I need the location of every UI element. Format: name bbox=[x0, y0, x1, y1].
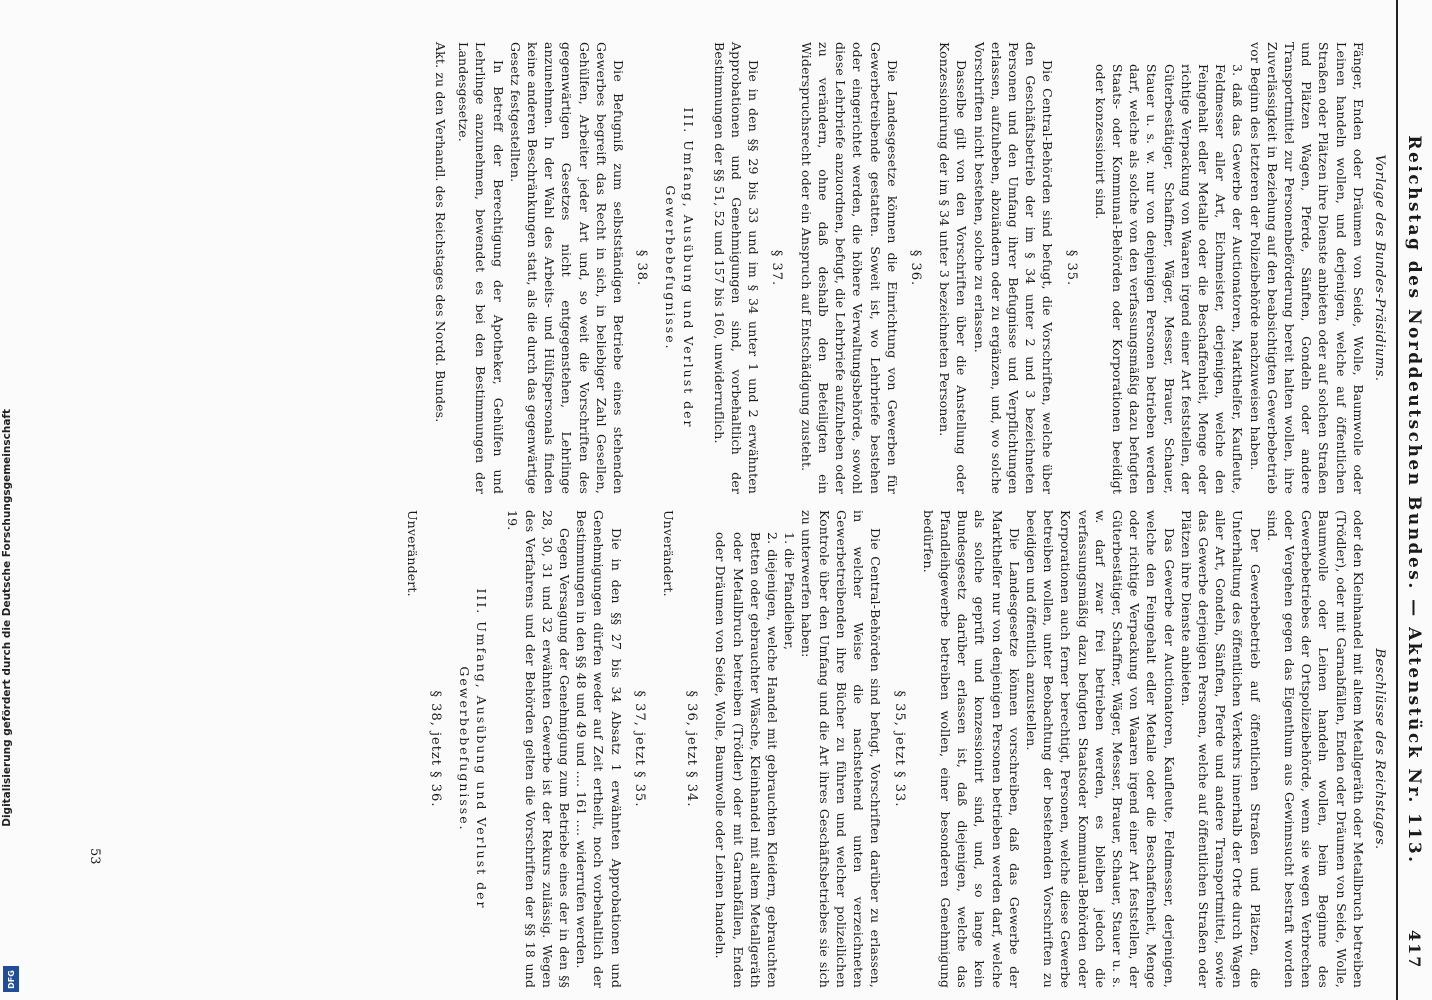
list-item: 1. die Pfandleiher, bbox=[782, 532, 798, 651]
header-title: Reichstag des Norddeutschen Bundes. — Aktenstück Nr. 113. bbox=[1404, 135, 1424, 865]
page-footer-number: 53 bbox=[87, 848, 102, 865]
section-heading: § 38, jetzt § 36. bbox=[427, 690, 443, 808]
column-vorlage bbox=[432, 42, 1388, 494]
section-heading: § 36. bbox=[907, 249, 923, 287]
logo-text: DFG bbox=[6, 969, 16, 989]
list-item: 2. diejenigen, welche Handel mit gebrauchten Kleidern, gebrauchten Betten oder gebrauchter Wäsche, Kleinhandel mit altem Metallgeräth oder Metallbruch betreiben (Trödler) oder mit Garnabfällen, Enden oder Dräumen von Seide, Wolle, Baumwolle oder Leinen handeln. bbox=[713, 532, 781, 988]
list-item: 3. daß das Gewerbe der Auctionatoren, Markthelfer, Kaufleute, Feldmesser aller Art, Eichmeister, derjenigen, welche den Feingehalt edler Metalle oder die Beschaffenheit, Menge oder richtige Verpackung von Waaren irgend einer Art feststellen, der Güterbestätiger, Schaffner, Wäger, Messer, Brauer, Schauer, Stauer u. s. w. nur von denjenigen Personen betrieben werden darf, welche als solche von den verfassungsmäßig dazu befugten Staats- oder Kommunal-Behörden oder Korporationen beeidigt oder konzessionirt sind. bbox=[1092, 64, 1246, 494]
section-heading: § 38. bbox=[634, 249, 650, 287]
section-heading: § 35. bbox=[1063, 249, 1079, 287]
digitization-gutter bbox=[0, 0, 22, 1000]
section-heading: § 37. bbox=[769, 249, 785, 287]
part-heading: III. Umfang, Ausübung und Verlust der Gewerbebefugnisse. bbox=[457, 588, 490, 910]
paragraph: Unverändert. bbox=[404, 510, 420, 597]
paragraph: Die Landesgesetze können vorschreiben, daß das Gewerbe der Markthelfer nur von denjenigen Personen betrieben werden darf, welche als solche geprüft und konzessionirt sind, und, so lange kein Bundesgesetz darüber erlassen ist, daß diejenigen, welche das Pfandleihgewerbe betreiben wollen, einer besonderen Genehmigung bedürfen. bbox=[920, 510, 1022, 988]
paragraph: Gegen Versagung der Genehmigung zum Betriebe eines der in den §§ 28, 30, 31 und 32 erwähnten Gewerbe ist der Rekurs zulässig. Wegen des Verfahrens und der Behörden gelten die Vorschriften der §§ 18 und 19. bbox=[505, 510, 573, 988]
digitization-note: Digitalisierung gefördert durch die Deutsche Forschungsgemeinschaft bbox=[1, 409, 13, 827]
paragraph: Das Gewerbe der Auctionatoren, Kaufleute, Feldmesser, derjenigen, welche den Feingehalt edler Metalle oder die Beschaffenheit, Menge oder richtige Verpackung von Waaren irgend einer Art feststellen, der Güterbestätiger, Schaffner, Wäger, Messer, Brauer, Schauer, Stauer u. s. w. darf zwar frei betrieben werden, es bleiben jedoch die verfassungsmäßig dazu befugten Staatsoder Kommunal-Behörden oder Korporationen auch ferner berechtigt, Personen, welche diese Gewerbe betreiben wollen, unter Beobachtung der bestehenden Vorschriften zu beeidigen und öffentlich anzustellen. bbox=[1023, 510, 1177, 988]
paragraph: Fänger, Enden oder Dräumen von Seide, Wolle, Baumwolle oder Leinen handeln wollen, und derjenigen, welche auf öffentlichen Straßen oder Plätzen ihre Dienste anbieten oder auf solchen Straßen und Plätzen Wagen, Pferde, Sänften, Gondeln oder andere Transportmittel zur Personenbeförderung bereit halten wollen, ihre Zuverlässigkeit in Beziehung auf den beabsichtigten Gewerbebetrieb vor Beginn des letzteren der Polizeibehörde nachzuweisen haben. bbox=[1247, 42, 1366, 494]
header-rule bbox=[1396, 0, 1398, 1000]
column-beschluesse bbox=[403, 510, 1388, 988]
footer-line: Akt. zu den Verhandl. des Reichstages des Nordd. Bundes. bbox=[433, 42, 449, 423]
paragraph: Unverändert. bbox=[661, 510, 677, 597]
paragraph: oder den Kleinhandel mit altem Metallgeräth oder Metallbruch betreiben (Trödler), oder mit Garnabfällen, Enden oder Dräumen von Seide, Wolle, Baumwolle oder Leinen handeln wollen, beim Beginne des Gewerbebetriebes der Ortspolizeibehörde, wenn sie wegen Verbrechen oder Vergehen gegen das Eigenthum aus Gewinnsucht bestraft worden sind. bbox=[1264, 510, 1366, 988]
paragraph: Die Central-Behörden sind befugt, Vorschriften darüber zu erlassen, in welcher Weise die nachstehend unten verzeichneten Gewerbetreibenden ihre Bücher zu führen und welcher polizeilichen Kontrole über den Umfang und die Art ihres Geschäftsbetriebes sie sich zu unterwerfen haben: bbox=[799, 510, 884, 988]
paragraph: Die in den §§ 27 bis 34 Absatz 1 erwähnten Approbationen und Genehmigungen dürfen weder auf Zeit ertheilt, noch vorbehaltlich der Bestimmungen in den §§ 48 und 49 und .... 161 .... widerrufen werden. bbox=[574, 510, 624, 988]
paragraph: Die Central-Behörden sind befugt, die Vorschriften, welche über den Geschäftsbetrieb der im § 34 unter 2 und 3 bezeichneten Personen und den Umfang ihrer Befugnisse und Verpflichtungen erlassen, aufzuheben, abzuändern oder zu ergänzen, und, wo solche Vorschriften nicht bestehen, solche zu erlassen. bbox=[971, 42, 1056, 494]
paragraph: Dasselbe gilt von den Vorschriften über die Anstellung oder Konzessionirung der im § 34 unter 3 bezeichneten Personen. bbox=[937, 42, 970, 494]
paragraph: Die Landesgesetze können die Einrichtung von Gewerben für Gewerbetreibende gestatten. Soweit ist, wo Lehrbriefe bestehen oder eingerichtet werden, die höhere Verwaltungsbehörde, sowohl diese Lehrbriefe anzuordnen, befugt, die Lehrbriefe aufzuheben oder zu verändern, ohne daß deshalb den Beteiligten ein Widerspruchsrecht oder ein Anspruch auf Entschädigung zusteht. bbox=[798, 42, 900, 494]
part-heading: III. Umfang, Ausübung und Verlust der Gewerbebefugnisse. bbox=[663, 107, 696, 429]
page-number: 417 bbox=[1405, 930, 1424, 970]
paragraph: Die in den §§ 29 bis 33 und im § 34 unter 1 und 2 erwähnten Approbationen und Genehmigungen sind, vorbehaltlich der Bestimmungen der §§ 51, 52 und 157 bis 160, unwiderruflich. bbox=[711, 42, 762, 494]
column-heading: Beschlüsse des Reichstages. bbox=[1372, 648, 1387, 850]
section-heading: § 36, jetzt § 34. bbox=[684, 690, 700, 808]
paragraph: Der Gewerbebetrieb auf öffentlichen Straßen und Plätzen, die Unterhaltung des öffentlichen Verkehrs innerhalb der Orte durch Wagen aller Art, Gondeln, Sänften, Pferde und andere Transportmittel, sowie das Gewerbe derjenigen Personen, welche auf öffentlichen Straßen oder Plätzen ihre Dienste anbieten. bbox=[1178, 510, 1263, 988]
paragraph: In Betreff der Berechtigung der Apotheker, Gehülfen und Lehrlinge anzunehmen, bewendet es bei den Bestimmungen der Landesgesetze. bbox=[456, 42, 506, 494]
dfg-logo-icon bbox=[3, 966, 19, 992]
column-heading: Vorlage des Bundes-Präsidiums. bbox=[1372, 154, 1387, 382]
section-heading: § 37, jetzt § 35. bbox=[631, 690, 647, 808]
paragraph: Die Befugniß zum selbstständigen Betriebe eines stehenden Gewerbes begreift das Recht in sich, in beliebiger Zahl Gesellen, Gehülfen, Arbeiter jeder Art und, so weit die Vorschriften des gegenwärtigen Gesetzes nicht entgegenstehen, Lehrlinge anzunehmen. In der Wahl des Arbeits- und Hülfspersonals finden keine anderen Beschränkungen statt, als die durch das gegenwärtige Gesetz festgestellten. bbox=[507, 42, 627, 494]
section-heading: § 35, jetzt § 33. bbox=[891, 690, 907, 808]
